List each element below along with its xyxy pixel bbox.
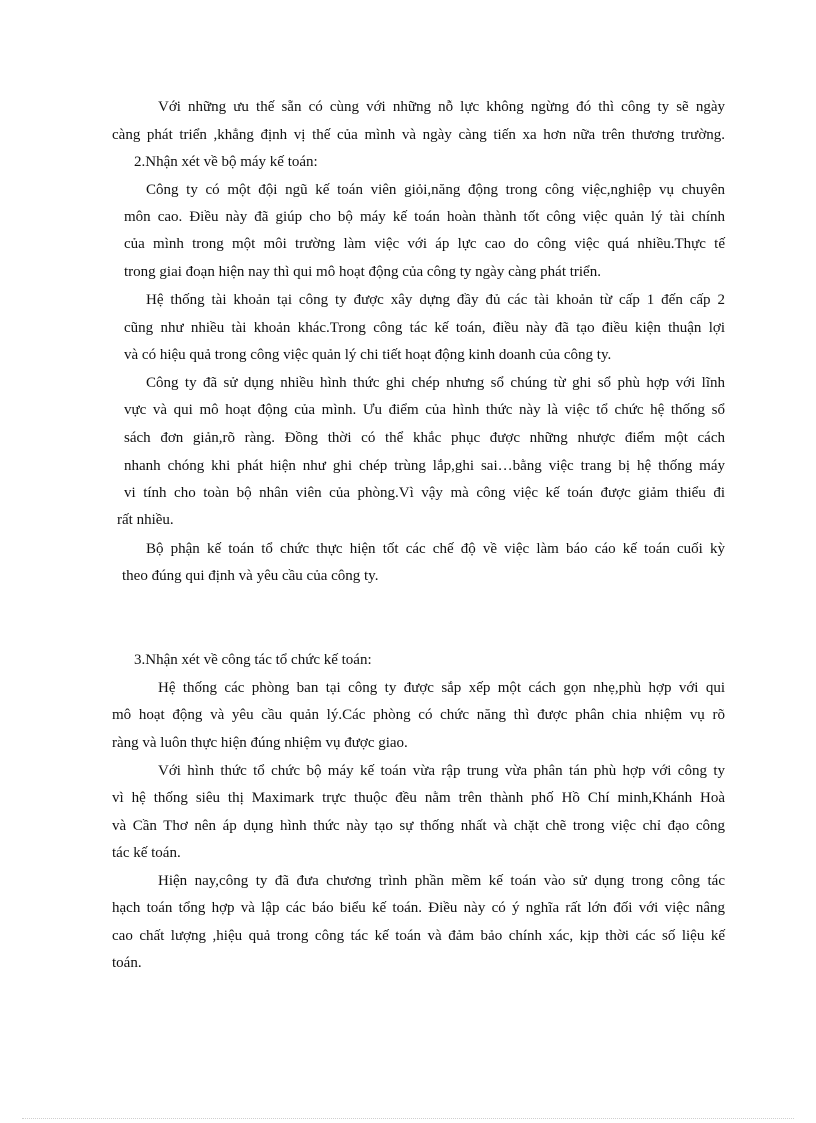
text-line: và Cần Thơ nên áp dụng hình thức này tạo sự thống nhất và chặt chẽ trong việc chỉ đạo công [112, 818, 725, 834]
text-line: Với hình thức tổ chức bộ máy kế toán vừa rập trung vừa phân tán phù hợp với công ty [158, 763, 725, 779]
intro-line-1: Với những ưu thế sẵn có cùng với những nỗ lực không ngừng đó thì công ty sẽ ngày [158, 99, 725, 115]
text-line: mô hoạt động và yêu cầu quản lý.Các phòng có chức năng thì được phân chia nhiệm vụ rõ [112, 707, 725, 723]
text-line: nhanh chóng khi phát hiện như ghi chép trùng lắp,ghi sai…bằng việc trang bị hệ thống máy [124, 458, 725, 474]
text-line: Công ty đã sử dụng nhiều hình thức ghi chép nhưng sổ chúng từ ghi sổ phù hợp với lĩnh [146, 375, 725, 391]
text-line: trong giai đoạn hiện nay thì qui mô hoạt động của công ty ngày càng phát triển. [124, 264, 601, 280]
text-line: Công ty có một đội ngũ kế toán viên giỏi,năng động trong công việc,nghiệp vụ chuyên [146, 182, 725, 198]
text-line: vi tính cho toàn bộ nhân viên của phòng.Vì vậy mà công việc kế toán được giảm thiểu đi [124, 485, 725, 501]
text-line: tác kế toán. [112, 845, 181, 861]
section-2-heading: 2.Nhận xét về bộ máy kế toán: [134, 154, 318, 170]
text-line: sách đơn giản,rõ ràng. Đồng thời có thể khắc phục được những nhược điểm một cách [124, 430, 725, 446]
text-line: của mình trong một môi trường làm việc với áp lực cao do công việc quá nhiều.Thực tế [124, 236, 725, 252]
text-line: Hệ thống tài khoản tại công ty được xây dựng đầy đủ các tài khoản từ cấp 1 đến cấp 2 [146, 292, 725, 308]
page-bottom-rule [22, 1118, 794, 1119]
text-line: theo đúng qui định và yêu cầu của công ty. [122, 568, 379, 584]
text-line: rất nhiều. [117, 512, 174, 528]
text-line: vực và qui mô hoạt động của mình. Ưu điểm của hình thức này là việc tổ chức hệ thống sổ [124, 402, 725, 418]
section-3-heading: 3.Nhận xét về công tác tổ chức kế toán: [134, 652, 372, 668]
text-line: cao chất lượng ,hiệu quả trong công tác kế toán và đảm bảo chính xác, kịp thời các số liệu kế [112, 928, 725, 944]
text-line: toán. [112, 955, 142, 971]
text-line: và có hiệu quả trong công việc quản lý chi tiết hoạt động kinh doanh của công ty. [124, 347, 612, 363]
text-line: cũng như nhiều tài khoản khác.Trong công tác kế toán, điều này đã tạo điều kiện thuận lợi [124, 320, 725, 336]
text-line: hạch toán tổng hợp và lập các báo biểu kế toán. Điều này có ý nghĩa rất lớn đối với việc nâng [112, 900, 725, 916]
text-line: Hệ thống các phòng ban tại công ty được sắp xếp một cách gọn nhẹ,phù hợp với qui [158, 680, 725, 696]
text-line: Hiện nay,công ty đã đưa chương trình phần mềm kế toán vào sử dụng trong công tác [158, 873, 725, 889]
intro-line-2: càng phát triển ,khẳng định vị thế của mình và ngày càng tiến xa hơn nữa trên thương trường. [112, 127, 725, 143]
text-line: môn cao. Điều này đã giúp cho bộ máy kế toán hoàn thành tốt công việc quản lý tài chính [124, 209, 725, 225]
text-line: vì hệ thống siêu thị Maximark trực thuộc đều nằm trên thành phố Hồ Chí minh,Khánh Hoà [112, 790, 725, 806]
text-line: ràng và luôn thực hiện đúng nhiệm vụ được giao. [112, 735, 408, 751]
text-line: Bộ phận kế toán tổ chức thực hiện tốt các chế độ về việc làm báo cáo kế toán cuối kỳ [146, 541, 725, 557]
